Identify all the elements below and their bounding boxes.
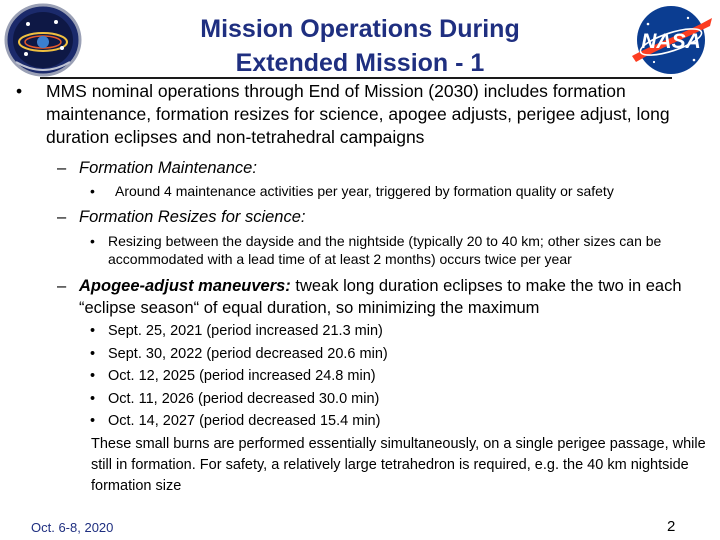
formation-resizes-detail: Resizing between the dayside and the nightside (typically 20 to 40 km; other sizes can be accommodated with a lead time of at least 2 months) occurs twice per year [108, 233, 662, 267]
apogee-adjust-text [79, 275, 699, 319]
formation-resizes-heading: Formation Resizes for science: [79, 208, 306, 226]
bullet-icon: • [90, 233, 95, 249]
nasa-meatball-icon [628, 4, 714, 76]
list-item: • Oct. 12, 2025 (period increased 24.8 min) [90, 365, 700, 388]
apogee-adjust-dates [90, 320, 700, 433]
list-item: • Oct. 11, 2026 (period decreased 30.0 min) [90, 388, 700, 411]
list-item: • Sept. 30, 2022 (period decreased 20.6 min) [90, 343, 700, 366]
formation-maintenance-heading: Formation Maintenance: [79, 159, 257, 177]
bullet-icon: • [90, 323, 96, 339]
apogee-adjust-note: These small burns are performed essentially simultaneously, on a single perigee passage, while still in formation. For safety, a relatively large tetrahedron is required, e.g. the 40 km nightside formation size [91, 436, 706, 494]
apogee-adjust-heading: Apogee-adjust maneuvers: [79, 277, 291, 295]
dash-icon: – [57, 277, 67, 295]
nasa-logo-text: NASA [641, 30, 701, 53]
dash-icon: – [57, 159, 67, 177]
page-number: 2 [667, 518, 676, 535]
bullet-icon: • [16, 81, 23, 101]
bullet-icon: • [90, 368, 96, 384]
formation-maintenance-detail: Around 4 maintenance activities per year, triggered by formation quality or safety [115, 183, 614, 199]
slide-title [100, 12, 620, 80]
title-line-1: Mission Operations During [200, 15, 520, 43]
mission-patch-logo [4, 2, 82, 78]
bullet-icon: • [90, 390, 96, 407]
list-item: • Oct. 14, 2027 (period decreased 15.4 min) [90, 410, 700, 433]
mms-mission-patch-icon [4, 2, 82, 78]
main-bullet-text: MMS nominal operations through End of Mission (2030) includes formation maintenance, formation resizes for science, apogee adjusts, perigee adjust, long duration eclipses and non-tetrahedral campaigns [46, 81, 670, 147]
bullet-icon: • [90, 183, 95, 199]
title-divider [40, 77, 672, 79]
apogee-adjust-description: tweak long duration eclipses to make the two in each “eclipse season“ of equal duration, so minimizing the maximum [79, 277, 682, 317]
bullet-icon: • [90, 345, 96, 362]
dash-icon: – [57, 208, 67, 226]
bullet-icon: • [90, 413, 96, 429]
nasa-logo [628, 4, 714, 76]
footer-date: Oct. 6-8, 2020 [31, 520, 114, 535]
list-item: • Sept. 25, 2021 (period increased 21.3 min) [90, 320, 700, 343]
title-line-2: Extended Mission - 1 [235, 49, 485, 77]
